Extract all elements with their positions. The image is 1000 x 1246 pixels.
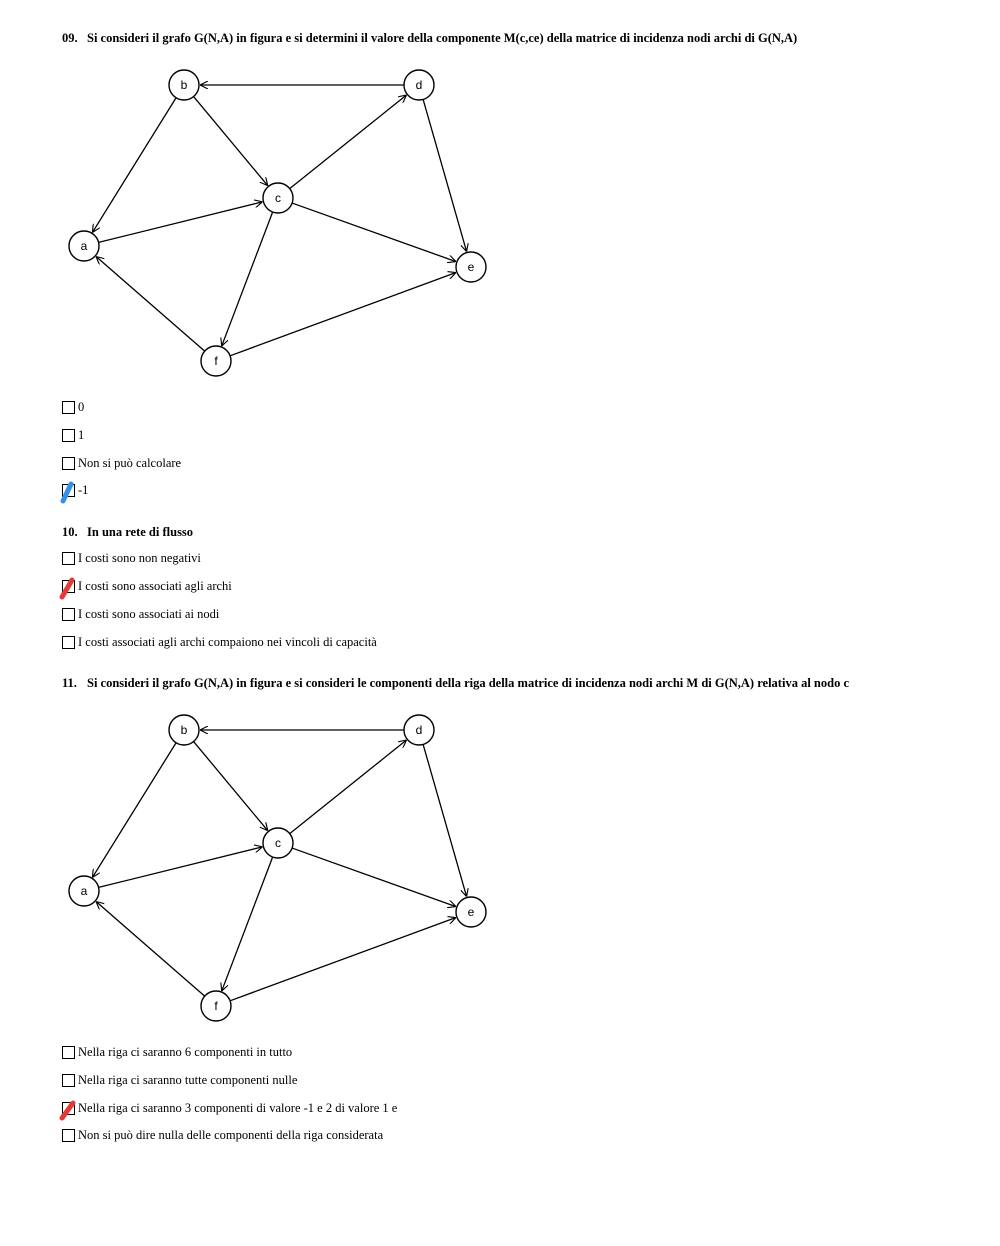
edge-b-a: [92, 743, 176, 878]
checkbox[interactable]: [62, 552, 75, 565]
node-e: [456, 252, 486, 282]
edge-c-f: [222, 857, 273, 991]
node-label: d: [415, 723, 423, 737]
checkbox[interactable]: [62, 1074, 75, 1087]
node-label: f: [214, 999, 218, 1013]
graph-figure-2: [62, 707, 502, 1027]
option-label: I costi sono non negativi: [78, 550, 201, 565]
question-text: In una rete di flusso: [87, 525, 194, 539]
node-f: [201, 991, 231, 1021]
edge-b-c: [194, 742, 268, 831]
option-q09-3[interactable]: [62, 482, 88, 498]
node-c: [263, 183, 293, 213]
node-label: b: [180, 723, 188, 737]
question-number: 11.: [62, 676, 77, 690]
option-q09-2[interactable]: [62, 455, 181, 471]
option-label: -1: [78, 482, 89, 497]
option-q11-1[interactable]: [62, 1072, 297, 1088]
option-label: Non si può dire nulla delle componenti della riga considerata: [78, 1127, 384, 1142]
edge-c-e: [292, 203, 456, 262]
edge-a-c: [99, 847, 263, 888]
node-label: a: [80, 239, 88, 253]
node-label: d: [415, 78, 423, 92]
edge-c-d: [290, 740, 407, 834]
option-q10-2[interactable]: [62, 606, 219, 622]
node-label: a: [80, 884, 88, 898]
option-label: Non si può calcolare: [78, 455, 182, 470]
checkbox[interactable]: [62, 1046, 75, 1059]
option-q10-0[interactable]: [62, 550, 201, 566]
question-text: Si consideri il grafo G(N,A) in figura e si consideri le componenti della riga della matrice di incidenza nodi archi M di G(N,A) relativa al nodo c: [87, 676, 849, 690]
node-label: c: [275, 191, 281, 205]
question-number: 10.: [62, 525, 78, 539]
checkbox[interactable]: [62, 429, 75, 442]
node-a: [69, 231, 99, 261]
option-label: 1: [78, 427, 85, 442]
option-label: I costi sono associati ai nodi: [78, 606, 220, 621]
edge-f-a: [96, 257, 205, 352]
option-label: 0: [78, 399, 85, 414]
graph-svg: [62, 62, 502, 382]
node-d: [404, 70, 434, 100]
edge-c-d: [290, 95, 407, 189]
question-10-title: [62, 525, 193, 540]
node-a: [69, 876, 99, 906]
checkbox[interactable]: [62, 1129, 75, 1142]
question-number: 09.: [62, 31, 78, 45]
node-label: e: [467, 905, 475, 919]
node-e: [456, 897, 486, 927]
checkbox-checked[interactable]: [62, 1102, 75, 1115]
checkbox[interactable]: [62, 636, 75, 649]
graph-svg: [62, 707, 502, 1027]
edge-f-a: [96, 902, 205, 997]
option-label: I costi sono associati agli archi: [78, 578, 232, 593]
node-b: [169, 715, 199, 745]
option-label: Nella riga ci saranno 3 componenti di valore -1 e 2 di valore 1 e: [78, 1100, 398, 1115]
option-q09-1[interactable]: [62, 427, 84, 443]
checkbox-checked[interactable]: [62, 484, 75, 497]
edge-a-c: [99, 202, 263, 243]
checkbox[interactable]: [62, 401, 75, 414]
node-label: e: [467, 260, 475, 274]
option-label: I costi associati agli archi compaiono nei vincoli di capacità: [78, 634, 377, 649]
edge-d-e: [423, 744, 466, 896]
option-q09-0[interactable]: [62, 399, 84, 415]
node-d: [404, 715, 434, 745]
edge-b-c: [194, 97, 268, 186]
edge-b-a: [92, 98, 176, 233]
edge-d-e: [423, 99, 466, 251]
node-label: f: [214, 354, 218, 368]
edge-c-f: [222, 212, 273, 346]
node-label: c: [275, 836, 281, 850]
option-q11-3[interactable]: [62, 1127, 383, 1143]
option-q10-1[interactable]: [62, 578, 232, 594]
edge-c-e: [292, 848, 456, 907]
edge-f-e: [230, 918, 456, 1001]
option-label: Nella riga ci saranno tutte componenti nulle: [78, 1072, 298, 1087]
node-c: [263, 828, 293, 858]
question-text: Si consideri il grafo G(N,A) in figura e si determini il valore della componente M(c,ce) della matrice di incidenza nodi archi di G(N,A): [87, 31, 798, 45]
option-q11-2[interactable]: [62, 1100, 397, 1116]
checkbox[interactable]: [62, 457, 75, 470]
edge-f-e: [230, 273, 456, 356]
option-q11-0[interactable]: [62, 1044, 292, 1060]
node-b: [169, 70, 199, 100]
graph-figure-1: [62, 62, 502, 382]
option-label: Nella riga ci saranno 6 componenti in tutto: [78, 1044, 293, 1059]
question-09-title: [62, 31, 797, 46]
checkbox-checked[interactable]: [62, 580, 75, 593]
node-label: b: [180, 78, 188, 92]
question-11-title: [62, 676, 849, 691]
checkbox[interactable]: [62, 608, 75, 621]
node-f: [201, 346, 231, 376]
option-q10-3[interactable]: [62, 634, 377, 650]
